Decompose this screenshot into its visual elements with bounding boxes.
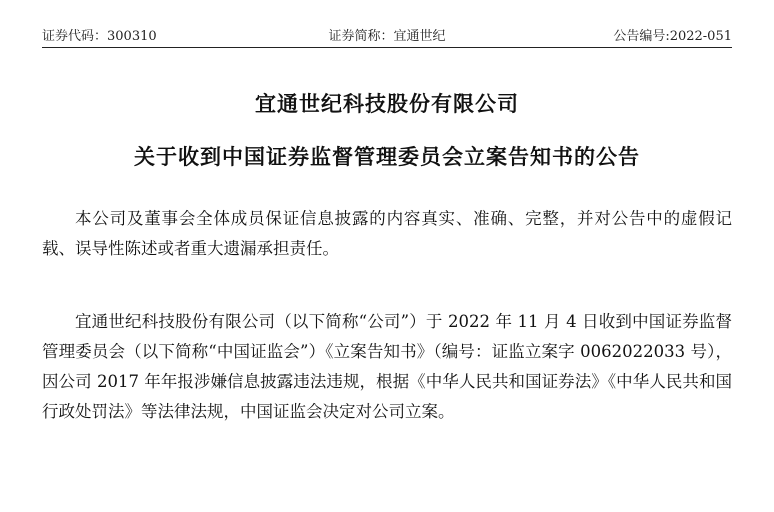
page-header bbox=[42, 27, 732, 47]
notice-body-paragraph: 宜通世纪科技股份有限公司（以下简称“公司”）于 2022 年 11 月 4 日收到中国证券监督管理委员会（以下简称“中国证监会”）《立案告知书》（编号：证监立案字 0062022033 号），因公司 2017 年年报涉嫌信息披露违法违规，根据《中华人民共和国证券法》《中华人民共和国行政处罚法》等法律法规，中国证监会决定对公司立案。 bbox=[42, 312, 732, 421]
company-title: 宜通世纪科技股份有限公司 bbox=[255, 92, 519, 116]
notice-number: 公告编号:2022-051 bbox=[613, 29, 732, 44]
stock-code: 证券代码：300310 bbox=[42, 29, 157, 44]
notice-title: 关于收到中国证券监督管理委员会立案告知书的公告 bbox=[134, 145, 640, 169]
header-divider bbox=[42, 47, 732, 48]
disclaimer-paragraph: 本公司及董事会全体成员保证信息披露的内容真实、准确、完整，并对公告中的虚假记载、误导性陈述或者重大遗漏承担责任。 bbox=[42, 209, 732, 258]
stock-name: 证券简称：宜通世纪 bbox=[328, 29, 446, 44]
